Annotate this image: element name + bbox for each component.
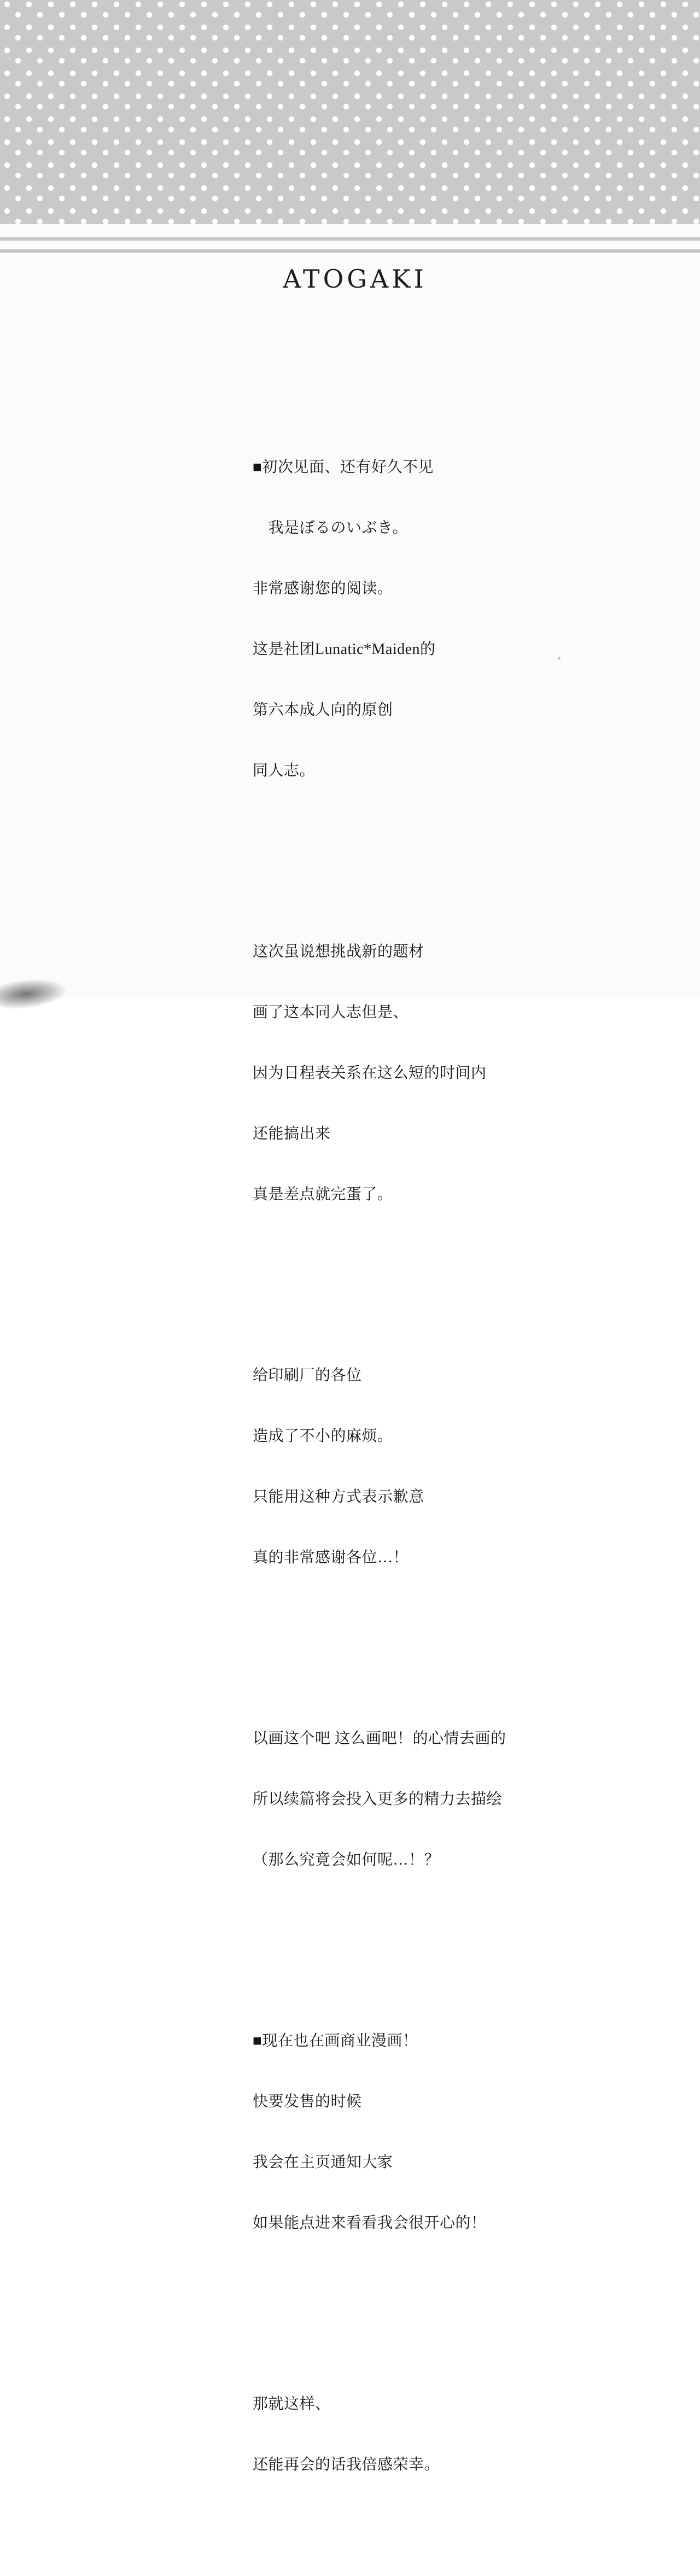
text-line: ■初次见面、还有好久不见 bbox=[253, 459, 434, 476]
paragraph-printer-apology bbox=[253, 1325, 506, 1608]
scan-speck bbox=[558, 657, 561, 659]
paragraph-greeting bbox=[253, 417, 506, 821]
polka-dot-banner bbox=[0, 0, 700, 224]
page-title: ATOGAKI bbox=[283, 264, 427, 294]
text-line: 同人志。 bbox=[253, 762, 316, 779]
text-line: 非常感谢您的阅读。 bbox=[253, 580, 393, 597]
text-line: 造成了不小的麻烦。 bbox=[253, 1428, 393, 1445]
text-line: 第六本成人向的原创 bbox=[253, 702, 393, 719]
paragraph-commercial-manga bbox=[253, 1990, 506, 2274]
text-line: 还能再会的话我倍感荣幸。 bbox=[253, 2456, 440, 2473]
paragraph-farewell bbox=[253, 2353, 506, 2515]
text-line: 真的非常感谢各位…！ bbox=[253, 1549, 409, 1566]
text-line: 快要发售的时候 bbox=[253, 2093, 362, 2110]
text-line: ■现在也在画商业漫画！ bbox=[253, 2032, 418, 2049]
text-line: 画了这本同人志但是、 bbox=[253, 1004, 409, 1021]
text-line: 这是社团Lunatic*Maiden的 bbox=[253, 641, 436, 658]
text-line: 只能用这种方式表示歉意 bbox=[253, 1488, 424, 1505]
text-line: 以画这个吧 这么画吧！的心情去画的 bbox=[253, 1730, 506, 1747]
paragraph-schedule bbox=[253, 901, 506, 1245]
text-line: 还能搞出来 bbox=[253, 1125, 331, 1142]
text-line: 所以续篇将会投入更多的精力去描绘 bbox=[253, 1791, 503, 1808]
scan-smudge bbox=[0, 976, 68, 1012]
divider-line-bottom bbox=[0, 249, 700, 253]
text-line: 我是ぼるのいぶき。 bbox=[253, 519, 408, 536]
afterword-text bbox=[253, 356, 506, 2576]
text-line: 如果能点进来看看我会很开心的！ bbox=[253, 2215, 487, 2232]
text-line: 我会在主页通知大家 bbox=[253, 2154, 393, 2171]
text-line: 真是差点就完蛋了。 bbox=[253, 1186, 393, 1203]
text-line: 那就这样、 bbox=[253, 2396, 331, 2413]
paragraph-motivation bbox=[253, 1688, 506, 1911]
text-line: 这次虽说想挑战新的题材 bbox=[253, 943, 424, 960]
text-line: 因为日程表关系在这么短的时间内 bbox=[253, 1065, 487, 1082]
text-line: 给印刷厂的各位 bbox=[253, 1367, 362, 1384]
text-line: （那么究竟会如何呢…！？ bbox=[253, 1851, 440, 1868]
divider-line-top bbox=[0, 237, 700, 241]
